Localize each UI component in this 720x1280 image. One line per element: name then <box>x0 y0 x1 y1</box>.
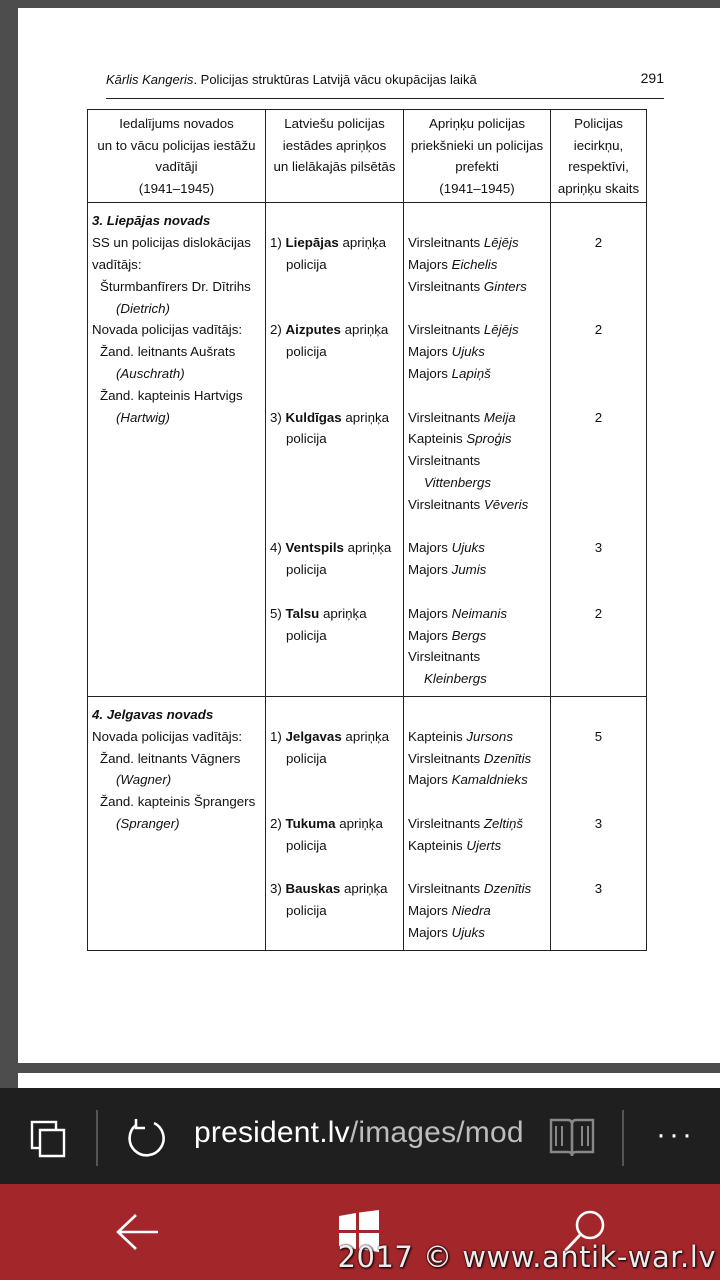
unit-second-line: policija <box>286 750 327 766</box>
chief-rank: Virsleitnants <box>408 750 484 766</box>
unit-name: Tukuma <box>285 815 336 831</box>
region-line: Žand. leitnants Vāgners <box>100 750 241 766</box>
toolbar-separator <box>96 1110 98 1166</box>
chief-line <box>408 646 546 668</box>
region-line: (Auschrath) <box>116 365 185 381</box>
spacer <box>555 450 642 472</box>
chiefs-cell <box>404 203 551 697</box>
chief-rank: Majors <box>408 903 452 919</box>
unit-name: Jelgavas <box>285 728 342 744</box>
unit-number: 5) <box>270 605 282 621</box>
header-line: un to vācu policijas iestāžu <box>97 137 256 153</box>
unit-name-line <box>270 813 399 835</box>
unit-name-line <box>270 407 399 429</box>
back-icon[interactable] <box>114 1212 160 1257</box>
chief-name: Ujuks <box>451 344 485 360</box>
chief-name: Eichelis <box>451 256 498 272</box>
spacer <box>408 704 546 726</box>
region-line: Žand. leitnants Aušrats <box>100 344 236 360</box>
spacer <box>270 516 399 538</box>
chief-line <box>408 835 546 857</box>
spacer <box>555 210 642 232</box>
spacer <box>270 363 399 385</box>
chief-rank: Virsleitnants <box>408 649 481 665</box>
unit-number: 3) <box>270 409 282 425</box>
spacer <box>270 450 399 472</box>
header-latvian-police <box>266 110 404 203</box>
chief-name: Bergs <box>451 627 487 643</box>
unit-type: apriņķa <box>344 322 389 338</box>
chief-rank: Majors <box>408 627 452 643</box>
chief-name: Vēveris <box>483 496 529 512</box>
chief-rank: Kapteinis <box>408 837 467 853</box>
more-icon[interactable]: ··· <box>656 1118 695 1151</box>
region-line: (Hartwig) <box>116 409 170 425</box>
chief-line <box>408 341 546 363</box>
chief-rank: Virsleitnants <box>408 496 484 512</box>
unit-type: apriņķa <box>347 540 392 556</box>
reading-view-icon[interactable] <box>548 1116 596 1165</box>
chief-name: Ujerts <box>466 837 502 853</box>
header-regions <box>88 110 266 203</box>
count-value: 5 <box>594 728 603 744</box>
unit-second-line: policija <box>286 431 327 447</box>
chief-name: Meija <box>483 409 516 425</box>
chief-rank: Virsleitnants <box>408 815 484 831</box>
count-value: 2 <box>594 235 603 251</box>
chief-name: Ujuks <box>451 540 485 556</box>
spacer <box>270 472 399 494</box>
page-number: 291 <box>640 70 664 86</box>
chief-rank: Majors <box>408 540 452 556</box>
spacer <box>270 210 399 232</box>
chief-line <box>408 232 546 254</box>
count-value: 3 <box>594 540 603 556</box>
unit-name-line <box>270 537 399 559</box>
spacer <box>270 385 399 407</box>
unit-type: apriņķa <box>322 605 367 621</box>
chief-rank: Virsleitnants <box>408 278 484 294</box>
spacer <box>270 494 399 516</box>
chief-line <box>408 407 546 429</box>
unit-name: Talsu <box>285 605 320 621</box>
spacer <box>555 428 642 450</box>
units-cell <box>266 203 404 697</box>
unit-name: Kuldīgas <box>285 409 342 425</box>
spacer <box>555 646 642 668</box>
chief-rank: Virsleitnants <box>408 881 484 897</box>
unit-number: 4) <box>270 540 282 556</box>
count-value: 3 <box>594 815 603 831</box>
unit-name-line <box>270 232 399 254</box>
chief-line <box>408 276 546 298</box>
unit-second-line: policija <box>286 256 327 272</box>
spacer <box>408 385 546 407</box>
unit-number: 3) <box>270 881 282 897</box>
region-line: Novada policijas vadītājs: <box>92 322 243 338</box>
chief-name: Zeltiņš <box>483 815 524 831</box>
spacer <box>555 625 642 647</box>
url-path: /images/mod <box>349 1116 524 1149</box>
chief-name: Kleinbergs <box>424 671 487 687</box>
spacer <box>270 922 399 944</box>
count-value: 3 <box>594 881 603 897</box>
browser-address-bar <box>0 1088 720 1184</box>
chief-line <box>408 450 546 472</box>
chief-rank: Majors <box>408 256 452 272</box>
chief-line <box>408 748 546 770</box>
header-line: Policijas <box>574 116 623 131</box>
region-cell <box>88 696 266 950</box>
region-cell <box>88 203 266 697</box>
count-cell <box>551 696 647 950</box>
header-chiefs <box>404 110 551 203</box>
chief-name: Niedra <box>451 903 491 919</box>
region-line: (Spranger) <box>116 815 180 831</box>
header-line: (1941–1945) <box>439 180 515 196</box>
region-line: Žand. kapteinis Hartvigs <box>100 387 243 403</box>
chief-line <box>408 559 546 581</box>
header-line: iecirkņu, <box>573 137 624 153</box>
header-line: respektīvi, <box>568 159 629 175</box>
spacer <box>270 668 399 690</box>
chief-rank: Majors <box>408 924 452 940</box>
unit-type: apriņķa <box>339 815 383 831</box>
header-line: un lielākajās pilsētās <box>273 159 396 175</box>
unit-name: Bauskas <box>285 881 341 897</box>
table-row-jelgava <box>88 696 647 950</box>
chief-line <box>408 537 546 559</box>
count-value: 2 <box>594 322 603 338</box>
chief-line <box>408 494 546 516</box>
spacer <box>555 769 642 791</box>
header-line: prefekti <box>455 159 499 175</box>
unit-type: apriņķa <box>345 728 390 744</box>
chief-line <box>408 363 546 385</box>
header-line: Iedalījums novados <box>119 116 234 131</box>
unit-second-line: policija <box>286 903 327 919</box>
chief-rank: Majors <box>408 772 452 788</box>
spacer <box>555 835 642 857</box>
unit-type: apriņķa <box>343 881 388 897</box>
chief-name: Ginters <box>483 278 527 294</box>
chief-rank: Virsleitnants <box>408 322 484 338</box>
unit-name: Aizputes <box>285 322 341 338</box>
table-header-row <box>88 110 647 203</box>
unit-number: 2) <box>270 322 282 338</box>
header-line: iestādes apriņķos <box>282 137 387 153</box>
chief-rank: Majors <box>408 562 452 578</box>
region-title: 4. Jelgavas novads <box>92 706 214 722</box>
spacer <box>555 748 642 770</box>
region-line: Šturmbanfīrers Dr. Dītrihs <box>100 278 251 294</box>
region-line: (Dietrich) <box>116 300 170 316</box>
chief-name: Lējējs <box>483 322 519 338</box>
count-value: 2 <box>594 605 603 621</box>
chief-rank: Kapteinis <box>408 728 467 744</box>
unit-name: Ventspils <box>285 540 344 556</box>
chief-name: Sproģis <box>466 431 512 447</box>
spacer <box>555 559 642 581</box>
chief-line <box>408 813 546 835</box>
spacer <box>555 363 642 385</box>
next-pdf-page <box>18 1073 720 1088</box>
spacer <box>408 791 546 813</box>
header-line: apriņķu skaits <box>557 180 640 196</box>
spacer <box>555 472 642 494</box>
url-field[interactable] <box>194 1116 530 1150</box>
chief-line <box>408 668 546 690</box>
header-count <box>551 110 647 203</box>
police-structure-table <box>87 109 647 951</box>
chief-line <box>408 254 546 276</box>
chief-line <box>408 900 546 922</box>
chief-rank: Virsleitnants <box>408 453 481 469</box>
region-line: vadītājs: <box>92 256 142 272</box>
spacer <box>555 254 642 276</box>
chief-rank: Majors <box>408 605 452 621</box>
spacer <box>555 668 642 690</box>
unit-second-line: policija <box>286 627 327 643</box>
unit-name-line <box>270 603 399 625</box>
header-line: vadītāji <box>155 159 198 175</box>
header-line: Apriņķu policijas <box>428 116 526 131</box>
chief-name: Neimanis <box>451 605 508 621</box>
spacer <box>555 791 642 813</box>
spacer <box>408 210 546 232</box>
spacer <box>270 704 399 726</box>
spacer <box>408 856 546 878</box>
chief-name: Lējējs <box>483 235 519 251</box>
chief-line <box>408 428 546 450</box>
spacer <box>555 516 642 538</box>
chief-rank: Virsleitnants <box>408 235 484 251</box>
unit-type: apriņķa <box>345 409 390 425</box>
tabs-icon[interactable] <box>30 1120 66 1163</box>
spacer <box>270 298 399 320</box>
region-line: Novada policijas vadītājs: <box>92 728 243 744</box>
spacer <box>555 900 642 922</box>
header-line: priekšnieki un policijas <box>410 137 544 153</box>
table-row-liepaja <box>88 203 647 697</box>
spacer <box>555 385 642 407</box>
region-line: Žand. kapteinis Šprangers <box>100 794 256 810</box>
spacer <box>270 769 399 791</box>
spacer <box>270 856 399 878</box>
spacer <box>270 276 399 298</box>
spacer <box>555 298 642 320</box>
unit-name-line <box>270 878 399 900</box>
spacer <box>555 856 642 878</box>
chief-name: Vittenbergs <box>424 474 492 490</box>
chief-line <box>408 472 546 494</box>
spacer <box>408 581 546 603</box>
chief-rank: Majors <box>408 365 452 381</box>
chief-line <box>408 625 546 647</box>
chief-rank: Majors <box>408 344 452 360</box>
refresh-icon[interactable] <box>124 1116 168 1165</box>
spacer <box>555 276 642 298</box>
count-value: 2 <box>594 409 603 425</box>
unit-type: apriņķa <box>342 235 387 251</box>
watermark: 2017 © www.antik-war.lv <box>337 1240 716 1274</box>
chief-name: Ujuks <box>451 924 485 940</box>
region-line: SS un policijas dislokācijas <box>92 235 251 251</box>
header-line: Latviešu policijas <box>284 116 385 131</box>
spacer <box>408 298 546 320</box>
running-head <box>106 70 664 99</box>
spacer <box>555 581 642 603</box>
unit-number: 1) <box>270 235 282 251</box>
chief-line <box>408 603 546 625</box>
chief-rank: Virsleitnants <box>408 409 484 425</box>
unit-number: 2) <box>270 815 282 831</box>
chief-line <box>408 878 546 900</box>
unit-second-line: policija <box>286 562 327 578</box>
chief-name: Dzenītis <box>483 881 532 897</box>
unit-second-line: policija <box>286 837 327 853</box>
spacer <box>555 494 642 516</box>
region-title: 3. Liepājas novads <box>92 213 211 229</box>
author-name: Kārlis Kangeris <box>106 72 194 87</box>
unit-second-line: policija <box>286 344 327 360</box>
chief-name: Dzenītis <box>483 750 532 766</box>
toolbar-separator <box>622 1110 624 1166</box>
header-title: . Policijas struktūras Latvijā vācu okupācijas laikā <box>193 72 477 87</box>
spacer <box>555 341 642 363</box>
units-cell <box>266 696 404 950</box>
unit-name: Liepājas <box>285 235 339 251</box>
chief-name: Lapiņš <box>451 365 491 381</box>
chief-rank: Kapteinis <box>408 431 467 447</box>
region-line: (Wagner) <box>116 772 172 788</box>
unit-name-line <box>270 726 399 748</box>
chief-name: Jursons <box>466 728 513 744</box>
spacer <box>555 704 642 726</box>
spacer <box>270 581 399 603</box>
chiefs-cell <box>404 696 551 950</box>
header-line: (1941–1945) <box>138 180 215 196</box>
chief-line <box>408 319 546 341</box>
url-host: president.lv <box>194 1116 350 1149</box>
chief-line <box>408 922 546 944</box>
count-cell <box>551 203 647 697</box>
spacer <box>555 922 642 944</box>
spacer <box>408 516 546 538</box>
spacer <box>270 791 399 813</box>
unit-name-line <box>270 319 399 341</box>
chief-line <box>408 726 546 748</box>
chief-name: Jumis <box>451 562 487 578</box>
chief-line <box>408 769 546 791</box>
chief-name: Kamaldnieks <box>451 772 528 788</box>
unit-number: 1) <box>270 728 282 744</box>
spacer <box>270 646 399 668</box>
